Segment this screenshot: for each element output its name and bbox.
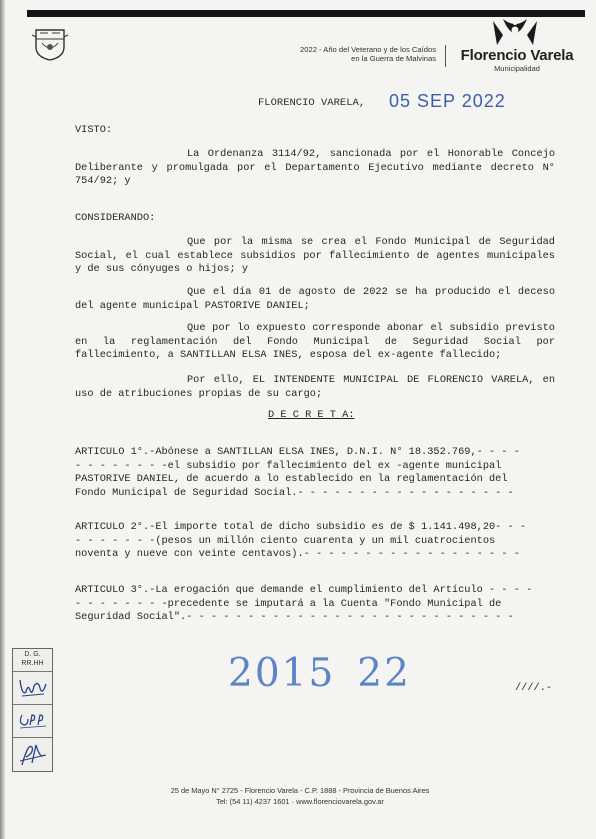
considerando-label: CONSIDERANDO: — [75, 212, 156, 224]
routing-box — [12, 648, 53, 772]
initials-signature-2 — [16, 709, 50, 733]
articulo-2-line2: - - - - - - -(pesos un millón ciento cuarenta y un mil cuatrocientos — [75, 535, 496, 547]
considerando-paragraph-2: Que el día 01 de agosto de 2022 se ha producido el deceso del agente municipal PASTORIVE DANIEL; — [75, 286, 555, 312]
footer-contact: Tel: (54 11) 4237 1601 · www.florenciovarela.gov.ar — [216, 797, 384, 806]
articulo-2-line1: ARTICULO 2°.-El importe total de dicho subsidio es de $ 1.141.498,20- - - — [75, 521, 527, 533]
coat-of-arms-icon — [30, 27, 70, 62]
considerando-paragraph-4: Por ello, EL INTENDENTE MUNICIPAL DE FLORENCIO VARELA, en uso de atribuciones propias de su cargo; — [75, 374, 555, 400]
scan-edge-shadow — [0, 0, 6, 839]
place-line: FLORENCIO VARELA, — [258, 97, 366, 109]
initials-signature-3 — [16, 741, 50, 769]
top-border-bar — [27, 10, 585, 17]
articulo-2-line3: noventa y nueve con veinte centavos).- - - - - - - - - - - - - - - - - - — [75, 548, 520, 560]
articulo-1-line4: Fondo Municipal de Seguridad Social.- - - - - - - - - - - - - - - - - - — [75, 487, 514, 499]
articulo-1-line2: - - - - - - - -el subsidio por fallecimiento del ex -agente municipal — [75, 460, 502, 472]
routing-box-line2: RR.HH — [21, 660, 44, 667]
articulo-3-line1: ARTICULO 3°.-La erogación que demande el cumplimiento del Artículo - - - - — [75, 584, 533, 596]
decree-number-part-a: 2015 — [228, 651, 336, 696]
decree-number-stamp — [228, 651, 411, 696]
articulo-1-line3: PASTORIVE DANIEL, de acuerdo a lo establecido en la reglamentación del — [75, 473, 508, 485]
articulo-3-line3: Seguridad Social".- - - - - - - - - - - - - - - - - - - - - - - - - - - — [75, 611, 514, 623]
initials-signature-1 — [16, 676, 50, 700]
municipality-name: Florencio Varela — [460, 47, 574, 64]
decree-number-part-b: 22 — [357, 651, 411, 696]
considerando-paragraph-3: Que por lo expuesto corresponde abonar el subsidio previsto en la reglamentación del Fondo Municipal de Seguridad Social por fallecimiento, a SANTILLAN ELSA INES, esposa del ex-agente fallecido; — [75, 322, 555, 362]
municipality-logo-icon — [489, 17, 541, 49]
year-motto — [236, 45, 436, 63]
year-motto-line1: 2022 - Año del Veterano y de los Caídos — [300, 45, 436, 54]
considerando-paragraph-1: Que por la misma se crea el Fondo Municipal de Seguridad Social, el cual establece subsidios por fallecimiento de agentes municipales y de sus cónyuges o hijos; y — [75, 236, 555, 276]
header-divider — [445, 45, 446, 67]
year-motto-line2: en la Guerra de Malvinas — [351, 54, 436, 63]
decreta-heading: D E C R E T A: — [268, 409, 355, 421]
date-stamp: 05 SEP 2022 — [389, 91, 506, 111]
visto-text: La Ordenanza 3114/92, sancionada por el Honorable Concejo Deliberante y promulgada por el Departamento Ejecutivo mediante decreto N° 754/92; y — [75, 148, 555, 188]
continuation-mark: ////.- — [515, 682, 553, 694]
articulo-1-line1: ARTICULO 1°.-Abónese a SANTILLAN ELSA INES, D.N.I. N° 18.352.769,- - - - — [75, 446, 520, 458]
articulo-3-line2: - - - - - - - -precedente se imputará a la Cuenta "Fondo Municipal de — [75, 598, 502, 610]
municipality-subtitle: Municipalidad — [494, 64, 540, 73]
footer-address: 25 de Mayo N° 2725 - Florencio Varela - C.P. 1888 - Provincia de Buenos Aires — [170, 786, 430, 795]
visto-label: VISTO: — [75, 124, 113, 136]
routing-box-line1: D. G. — [24, 651, 41, 658]
